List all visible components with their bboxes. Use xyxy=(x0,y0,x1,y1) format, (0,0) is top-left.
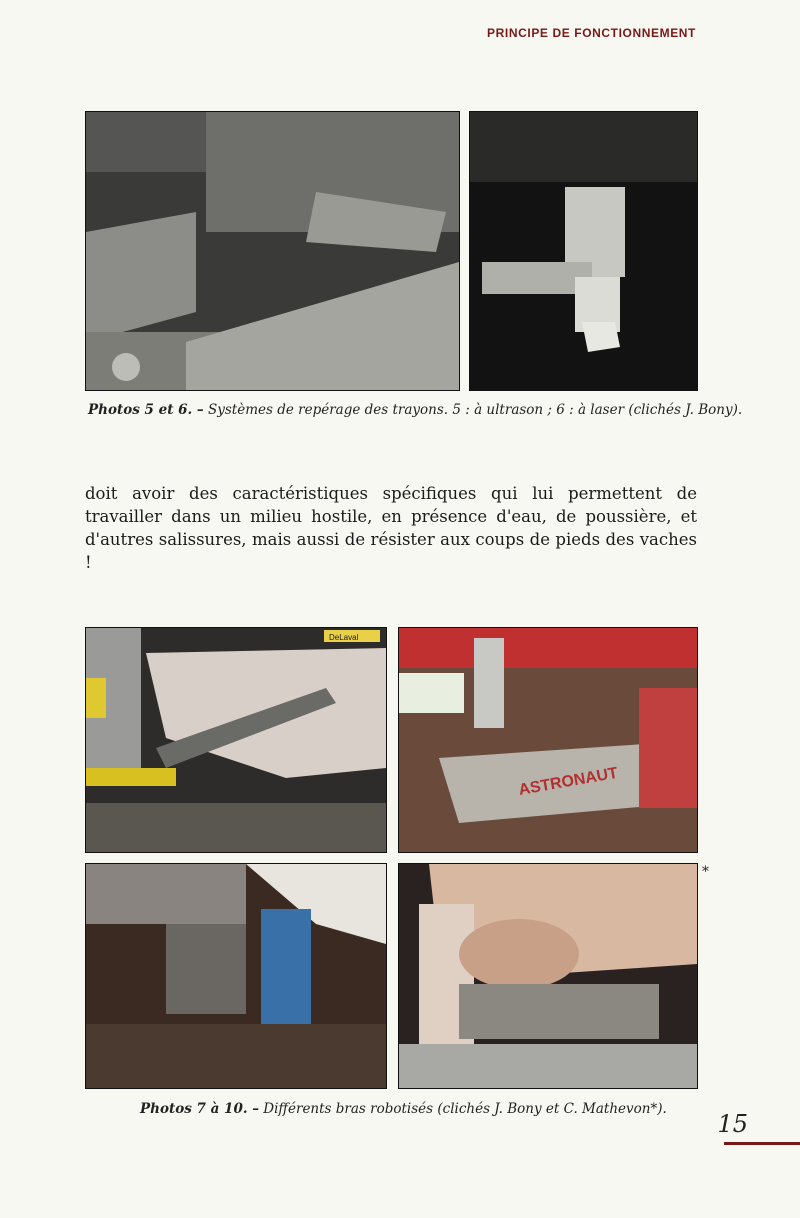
caption-lead: Photos 5 et 6. – xyxy=(88,402,204,418)
delaval-sign: DeLaval xyxy=(329,633,359,642)
page-number: 15 xyxy=(717,1110,748,1138)
photo-credit-asterisk: * xyxy=(702,864,709,880)
running-header: PRINCIPE DE FONCTIONNEMENT xyxy=(487,26,696,40)
photo-6-laser-system xyxy=(469,111,698,391)
caption-lead: Photos 7 à 10. – xyxy=(140,1101,259,1117)
astronaut-label: ASTRONAUT xyxy=(517,764,620,799)
caption-text: Systèmes de repérage des trayons. 5 : à ultrason ; 6 : à laser (clichés J. Bony). xyxy=(203,402,743,418)
photo-9-blue-arm xyxy=(85,863,387,1089)
photos-7-10-caption xyxy=(140,1101,667,1117)
photo-10-arm-under-cow xyxy=(398,863,698,1089)
photo-5-ultrasound-system xyxy=(85,111,460,391)
photo-7-delaval-arm xyxy=(85,627,387,853)
photos-5-6-caption xyxy=(88,402,742,418)
body-paragraph: doit avoir des caractéristiques spécifiques qui lui permettent de travailler dans un milieu hostile, en présence d'eau, de poussière, et d'autres salissures, mais aussi de résister aux coups de pieds des vaches ! xyxy=(85,484,697,572)
photo-8-astronaut-arm xyxy=(398,627,698,853)
page-number-rule xyxy=(724,1142,800,1145)
caption-text: Différents bras robotisés (clichés J. Bony et C. Mathevon*). xyxy=(259,1101,667,1117)
